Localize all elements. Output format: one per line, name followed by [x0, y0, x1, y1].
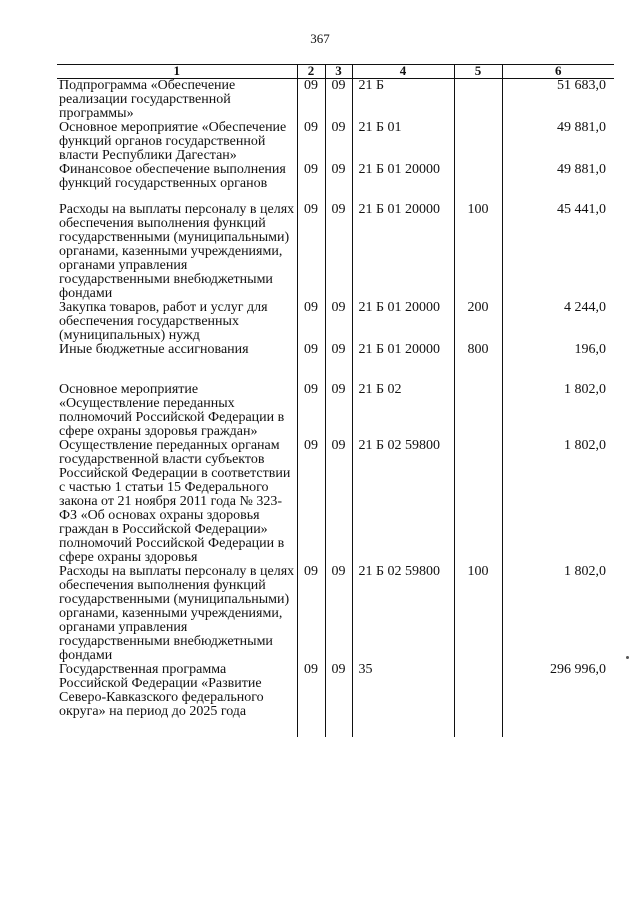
row-name: Финансовое обеспечение выполнения функций государственных органов [59, 162, 286, 191]
table-row [57, 79, 614, 122]
row-subsection: 09 [325, 439, 352, 565]
column-header-expense-type: 5 [454, 65, 502, 79]
column-header-name: 1 [57, 65, 297, 79]
column-header-target-article: 4 [352, 65, 454, 79]
row-target-article: 21 Б 02 59800 [352, 439, 454, 565]
row-subsection: 09 [325, 663, 352, 737]
row-target-article: 21 Б 01 20000 [352, 301, 454, 343]
column-header-subsection: 3 [325, 65, 352, 79]
table-row [57, 343, 614, 383]
table-row [57, 163, 614, 203]
table-row [57, 203, 614, 301]
row-target-article: 21 Б 02 59800 [352, 565, 454, 663]
row-amount: 296 996,0 [502, 663, 614, 737]
row-subsection: 09 [325, 121, 352, 163]
table-row [57, 565, 614, 663]
row-subsection: 09 [325, 343, 352, 383]
budget-table [57, 64, 614, 737]
column-header-amount: 6 [502, 65, 614, 79]
row-amount: 1 802,0 [502, 439, 614, 565]
row-expense-type: 100 [454, 565, 502, 663]
row-name: Государственная программа Российской Федерации «Развитие Северо-Кавказского федерального округа» на период до 2025 года [59, 662, 264, 719]
row-subsection: 09 [325, 383, 352, 439]
row-amount: 51 683,0 [502, 79, 614, 122]
row-amount: 49 881,0 [502, 121, 614, 163]
row-name: Подпрограмма «Обеспечение реализации государственной программы» [59, 78, 236, 121]
row-section: 09 [297, 79, 325, 122]
table-row [57, 663, 614, 737]
row-expense-type: 200 [454, 301, 502, 343]
row-section: 09 [297, 565, 325, 663]
row-expense-type [454, 79, 502, 122]
row-amount: 49 881,0 [502, 163, 614, 203]
row-name: Осуществление переданных органам государственной власти субъектов Российской Федерации в соответствии с частью 1 статьи 15 Федерального закона от 21 ноября 2011 года № 323-ФЗ «Об основах охраны здоровья граждан в Российской Федерации» полномочий Российской Федерации в сфере охраны здоровья [59, 438, 291, 565]
row-amount: 1 802,0 [502, 565, 614, 663]
row-section: 09 [297, 163, 325, 203]
row-section: 09 [297, 663, 325, 737]
row-section: 09 [297, 121, 325, 163]
row-name: Основное мероприятие «Обеспечение функций органов государственной власти Республики Дагестан» [59, 120, 287, 163]
page-number: 367 [310, 31, 330, 46]
table-header-row [57, 65, 614, 79]
row-target-article: 21 Б [352, 79, 454, 122]
row-expense-type: 100 [454, 203, 502, 301]
row-section: 09 [297, 301, 325, 343]
row-section: 09 [297, 439, 325, 565]
row-expense-type [454, 383, 502, 439]
column-header-section: 2 [297, 65, 325, 79]
row-target-article: 21 Б 02 [352, 383, 454, 439]
row-amount: 45 441,0 [502, 203, 614, 301]
row-target-article: 21 Б 01 [352, 121, 454, 163]
row-name: Основное мероприятие «Осуществление переданных полномочий Российской Федерации в сфере охраны здоровья граждан» [59, 382, 285, 439]
row-subsection: 09 [325, 79, 352, 122]
table-row [57, 121, 614, 163]
row-name: Закупка товаров, работ и услуг для обеспечения государственных (муниципальных) нужд [59, 300, 268, 343]
row-section: 09 [297, 203, 325, 301]
row-expense-type [454, 663, 502, 737]
scan-speck [626, 656, 629, 659]
row-name: Расходы на выплаты персоналу в целях обеспечения выполнения функций государственными (муниципальными) органами, казенными учреждениями, органами управления государственными внебюджетными фондами [59, 202, 295, 301]
row-expense-type [454, 439, 502, 565]
row-expense-type: 800 [454, 343, 502, 383]
row-expense-type [454, 163, 502, 203]
row-subsection: 09 [325, 565, 352, 663]
row-name: Иные бюджетные ассигнования [59, 342, 249, 357]
row-target-article: 21 Б 01 20000 [352, 343, 454, 383]
row-name: Расходы на выплаты персоналу в целях обеспечения выполнения функций государственными (муниципальными) органами, казенными учреждениями, органами управления государственными внебюджетными фондами [59, 564, 295, 663]
table-row [57, 439, 614, 565]
row-amount: 196,0 [502, 343, 614, 383]
table-row [57, 301, 614, 343]
table-row [57, 383, 614, 439]
row-target-article: 21 Б 01 20000 [352, 203, 454, 301]
row-section: 09 [297, 343, 325, 383]
row-expense-type [454, 121, 502, 163]
row-section: 09 [297, 383, 325, 439]
row-amount: 1 802,0 [502, 383, 614, 439]
row-target-article: 35 [352, 663, 454, 737]
row-subsection: 09 [325, 203, 352, 301]
row-amount: 4 244,0 [502, 301, 614, 343]
row-subsection: 09 [325, 163, 352, 203]
row-target-article: 21 Б 01 20000 [352, 163, 454, 203]
row-subsection: 09 [325, 301, 352, 343]
